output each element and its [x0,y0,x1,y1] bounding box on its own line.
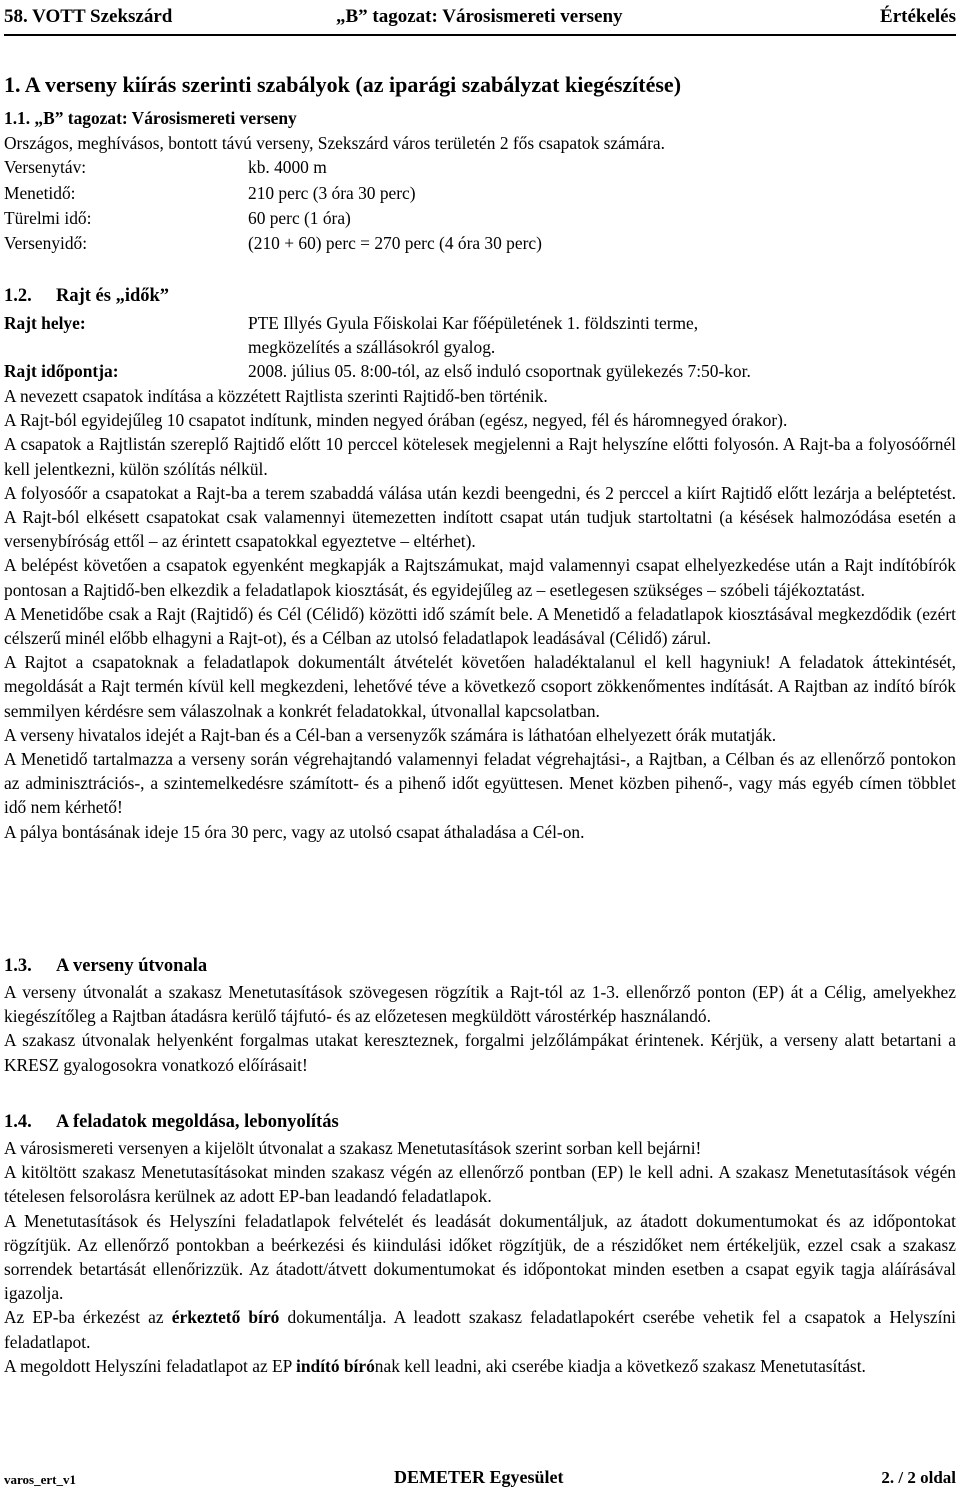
header-center: „B” tagozat: Városismereti verseny [336,6,623,27]
bold-term: érkeztető bíró [171,1307,280,1328]
header-right: Értékelés [880,6,956,27]
paragraph: A városismereti versenyen a kijelölt útvonalat a szakasz Menetutasítások szerint sorban kell bejárni! [4,1138,702,1158]
paragraph: A csapatok a Rajtlistán szereplő Rajtidő előtt 10 perccel kötelesek megjelenni a Rajt helyszíne előtti folyosón. A Rajt-ba a folyosóőrnél kell jelentkezni, külön szólítás nélkül. [4,434,956,479]
start-place-value-1: PTE Illyés Gyula Főiskolai Kar főépületének 1. földszinti terme, [248,313,699,333]
paragraph: A folyosóőr a csapatokat a Rajt-ba a terem szabaddá válása után kezdi beengedni, és 2 perccel a kiírt Rajtidő előtt lezárja a beléptetést. A Rajt-ból elkésett csapatokat csak valamennyi ütemezetten indított csapat után tudjuk startoltatni (a késések halmozódása esetén a versenybíróság ettől – az érintett csapatokkal egyeztetve – eltérhet). [4,482,956,552]
section-1-2-number: 1.2. [4,286,32,306]
page-header [4,4,956,36]
start-place-value-2: megközelítés a szállásokról gyalog. [248,337,496,357]
text-run: nak kell leadni, aki cserébe kiadja a következő szakasz Menetutasítást. [374,1355,866,1376]
header-left: 58. VOTT Szekszárd [4,6,173,27]
text-run: A megoldott Helyszíni feladatlapot az EP [4,1355,297,1376]
paragraph: A verseny hivatalos idejét a Rajt-ban és a Cél-ban a versenyzők számára is láthatóan elhelyezett órák mutatják. [4,724,777,745]
bold-term: indító bíró [296,1355,375,1376]
section-1-3-number: 1.3. [4,956,32,976]
distance-label: Versenytáv: [4,157,87,177]
distance-value: kb. 4000 m [248,157,327,177]
section-1-4-number: 1.4. [4,1112,32,1132]
paragraph: A Rajtot a csapatoknak a feladatlapok dokumentált átvételét követően haladéktalanul el kell hagyniuk! A feladatok áttekintését, megoldását a Rajt termén kívül kell megkezdeni, lehetővé téve a következő csoport zökkenőmentes indítását. A Rajtban az indító bírók semmilyen kérdésre sem válaszolnak a konkrét feladatokkal, útvonallal kapcsolatban. [4,652,956,721]
start-time-value: 2008. július 05. 8:00-tól, az első induló csoportnak gyülekezés 7:50-kor. [248,361,751,381]
section-1-3-title [4,956,207,977]
section-1-3-paragraphs [4,980,956,1077]
paragraph: A Menetidő tartalmazza a verseny során végrehajtandó valamennyi feladat végrehajtási-, a Rajtban, a Célban és az ellenőrző pontokon az adminisztrációs-, a szintemelkedésre számított- és a pihenő időt együttesen. Menet közben pihenő-, vagy más egyéb címen többlet idő nem kérhető! [4,749,956,818]
footer-organization: DEMETER Egyesület [394,1467,564,1487]
paragraph: A nevezett csapatok indítása a közzétett Rajtlista szerinti Rajtidő-ben történik. [4,386,548,406]
text-run: Az EP-ba érkezést az [4,1307,172,1328]
race-time-value: (210 + 60) perc = 270 perc (4 óra 30 perc) [248,233,542,253]
section-1-2-title [4,286,169,307]
grace-time-label: Türelmi idő: [4,208,92,228]
section-1-title: 1. A verseny kiírás szerinti szabályok (az iparági szabályzat kiegészítése) [4,72,682,97]
paragraph: A Menetidőbe csak a Rajt (Rajtidő) és Cél (Célidő) közötti idő számít bele. A Menetidő a feladatlapok kiosztásával megkezdődik (ezért célszerű minél előbb elhagyni a Rajt-ot), és a Célban az utolsó feladatlapok leadásával (Célidő) zárul. [4,603,956,649]
paragraph [4,1305,956,1353]
paragraph: A szakasz útvonalak helyenként forgalmas utakat kereszteznek, forgalmi jelzőlámpákat érintenek. Kérjük, a verseny alatt betartani a KRESZ gyalogosokra vonatkozó előírásait! [4,1030,956,1075]
section-1-1-title: 1.1. „B” tagozat: Városismereti verseny [4,108,297,128]
section-1-2-paragraphs [4,384,956,844]
start-place-label: Rajt helye: [4,313,86,333]
section-1-4-title [4,1112,339,1133]
paragraph: A verseny útvonalát a szakasz Menetutasítások szövegesen rögzítik a Rajt-tól az 1-3. ellenőrző ponton (EP) át a Célig, amelyekhez kiegészítőleg a Rajtban átadásra kerülő tájfutó- és az előzetesen megküldött várostérkép használandó. [4,982,956,1027]
travel-time-value: 210 perc (3 óra 30 perc) [248,183,416,203]
page-footer [4,1466,956,1488]
section-1-1-description: Országos, meghívásos, bontott távú verseny, Szekszárd város területén 2 fős csapatok számára. [4,133,665,153]
start-time-label: Rajt időpontja: [4,361,119,381]
paragraph: A Rajt-ból egyidejűleg 10 csapatot indítunk, minden negyed órában (egész, negyed, fél és háromnegyed órakor). [4,410,788,431]
footer-page-number: 2. / 2 oldal [881,1468,956,1487]
section-1-4-heading: A feladatok megoldása, lebonyolítás [56,1112,339,1132]
travel-time-label: Menetidő: [4,183,76,203]
paragraph: A kitöltött szakasz Menetutasításokat minden szakasz végén az ellenőrző pontban (EP) le kell adni. A szakasz Menetutasítások végén tételesen felsorolásra kerülnek az adott EP-ban leadandó feladatlapok. [4,1162,956,1207]
paragraph: A Menetutasítások és Helyszíni feladatlapok felvételét és leadását dokumentáljuk, az átadott dokumentumokat és az időpontokat rögzítjük. Az ellenőrző pontokban a beérkezési és kiindulási időket rögzítjük, de a részidőket nem értékeljük, ezzel csak a szakasz sorrendek betartását ellenőrizzük. Az átadott/átvett dokumentumokat és időpontokat minden esetben a csapat egyik tagja aláírásával igazolja. [4,1210,956,1304]
grace-time-value: 60 perc (1 óra) [248,208,351,228]
paragraph: A pálya bontásának ideje 15 óra 30 perc, vagy az utolsó csapat áthaladása a Cél-on. [4,821,585,842]
section-1-3-heading: A verseny útvonala [56,956,208,976]
text-run: dokumentálja. A leadott szakasz feladatlapokért cserébe vehetik fel a csapatok a Helyszíni feladatlapot. [4,1307,956,1352]
race-time-label: Versenyidő: [4,233,88,253]
paragraph: A belépést követően a csapatok egyenként megkapják a Rajtszámukat, majd valamennyi csapat elhelyezkedése után a Rajt indítóbírók pontosan a Rajtidő-ben elkezdik a feladatlapok kiosztását, és egyidejűleg az – esetlegesen szükséges – szóbeli tájékoztatást. [4,555,956,600]
section-1-2-heading: Rajt és „idők” [56,286,170,306]
section-1-4-paragraphs [4,1136,956,1378]
footer-filename: varos_ert_v1 [4,1472,76,1487]
paragraph [4,1354,956,1378]
